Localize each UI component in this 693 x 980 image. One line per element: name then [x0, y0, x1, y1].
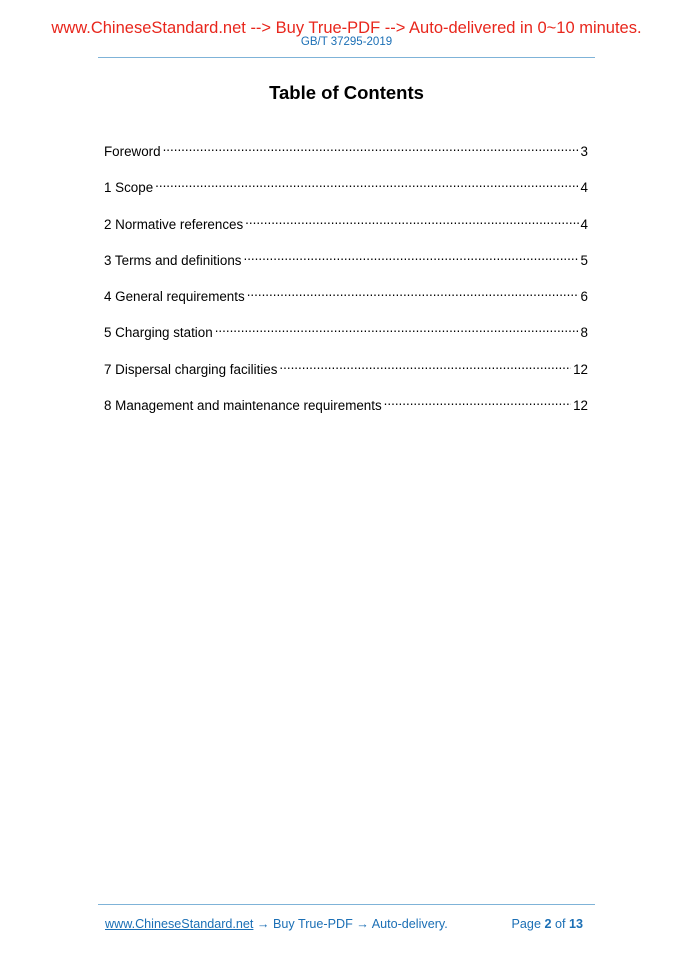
toc-entry-charging-station[interactable] — [104, 319, 588, 355]
toc-entry-foreword[interactable] — [104, 138, 588, 174]
toc-entry-page: 4 — [580, 180, 588, 196]
toc-entry-general-requirements[interactable] — [104, 283, 588, 319]
toc-entry-page: 8 — [580, 325, 588, 341]
page-indicator — [512, 916, 583, 932]
toc-entry-label: 1 Scope — [104, 180, 154, 196]
page-title: Table of Contents — [269, 82, 424, 103]
toc-entry-page: 12 — [573, 361, 588, 377]
toc-entry-label: 8 Management and maintenance requirements — [104, 398, 382, 414]
toc-entry-dispersal-charging[interactable] — [104, 356, 588, 392]
toc-list — [104, 138, 588, 428]
toc-entry-label: 5 Charging station — [104, 325, 213, 341]
toc-leader-dots — [215, 319, 579, 337]
toc-entry-management-maintenance[interactable] — [104, 392, 588, 428]
footer-promo — [105, 916, 448, 932]
promo-banner: www.ChineseStandard.net --> Buy True-PDF --> Auto-delivered in 0~10 minutes. — [51, 19, 642, 37]
toc-leader-dots — [163, 138, 579, 156]
arrow-right-icon: → — [253, 917, 274, 931]
site-link[interactable]: www.ChineseStandard.net — [105, 917, 254, 931]
footer-buy-text: Buy True-PDF — [273, 917, 353, 931]
page-total: 13 — [568, 917, 583, 931]
toc-entry-terms-definitions[interactable] — [104, 247, 588, 283]
header-divider — [98, 57, 595, 58]
toc-leader-dots — [245, 211, 578, 229]
toc-entry-label: 7 Dispersal charging facilities — [104, 361, 278, 377]
toc-leader-dots — [155, 174, 578, 192]
toc-entry-label: 4 General requirements — [104, 289, 245, 305]
page-current: 2 — [544, 917, 552, 931]
toc-leader-dots — [384, 392, 571, 410]
toc-entry-page: 5 — [580, 252, 588, 268]
arrow-right-icon: → — [352, 917, 372, 931]
toc-entry-page: 6 — [580, 289, 588, 305]
toc-entry-page: 4 — [580, 216, 588, 232]
toc-entry-page: 12 — [573, 398, 588, 414]
standard-code: GB/T 37295-2019 — [300, 36, 393, 48]
toc-entry-scope[interactable] — [104, 174, 588, 210]
toc-entry-label: Foreword — [104, 144, 161, 159]
toc-entry-normative-references[interactable] — [104, 211, 588, 247]
toc-leader-dots — [243, 247, 578, 265]
toc-leader-dots — [279, 356, 571, 374]
footer-delivery-text: Auto-delivery. — [371, 917, 448, 931]
toc-entry-label: 2 Normative references — [104, 216, 244, 232]
footer-divider — [98, 904, 595, 905]
toc-leader-dots — [247, 283, 579, 301]
toc-entry-page: 3 — [580, 144, 588, 159]
page-word: Page — [511, 917, 545, 931]
of-word: of — [551, 917, 569, 931]
toc-entry-label: 3 Terms and definitions — [104, 252, 242, 268]
